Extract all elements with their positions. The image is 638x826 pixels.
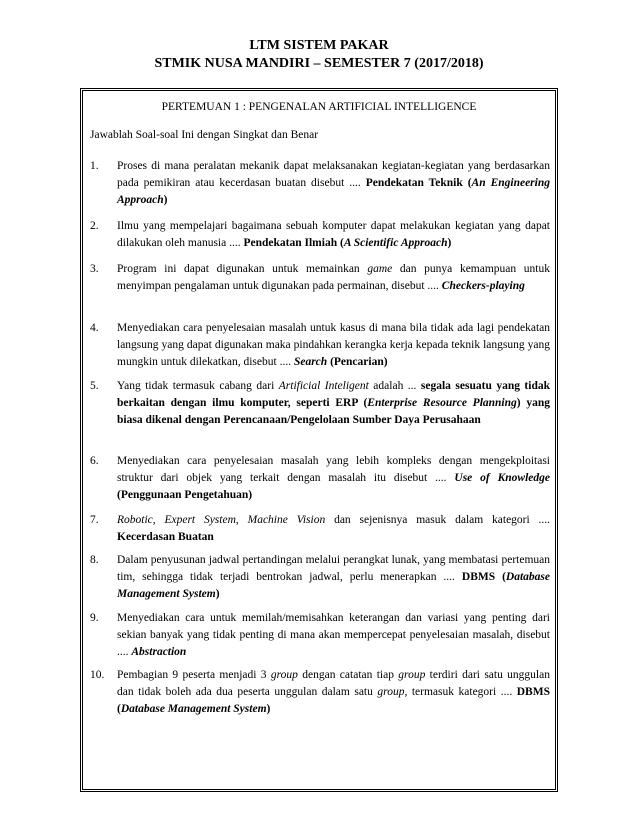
question-text-segment: ) [163,193,168,206]
question-text-segment: Ilmu yang mempelajari bagaimana sebuah komputer dapat melakukan kegiatan yang dapat dilakukan oleh manusia .... [117,220,550,249]
question-text-segment: Robotic, Expert System [117,514,236,526]
question-item [90,552,550,602]
question-text-segment: Yang tidak termasuk cabang dari [117,380,279,392]
section-heading: PERTEMUAN 1 : PENGENALAN ARTIFICIAL INTELLIGENCE [161,101,477,113]
question-item [90,378,550,428]
question-text-segment: Abstraction [131,645,187,658]
question-text-segment: Pendekatan Teknik ( [365,176,472,189]
question-text-segment: , termasuk kategori .... [404,685,517,698]
question-text [117,218,550,252]
question-text-segment: A Scientific Approach [343,236,448,249]
question-text-segment: group [377,685,405,698]
question-number: 8. [90,554,99,566]
question-text-segment: Kecerdasan Buatan [117,530,214,543]
question-text-segment: group [270,669,298,681]
question-text-segment: Checkers-playing [441,279,525,292]
question-text-segment: ) [215,587,220,600]
question-text-segment: adalah ... [368,380,421,392]
question-text-segment: Database Management System [117,570,550,600]
question-text-segment: Program ini dapat digunakan untuk memainkan [117,263,368,275]
question-text-segment: Search [293,355,328,368]
question-number: 6. [90,455,99,467]
question-text-segment: ) [266,702,271,715]
question-text [117,610,550,660]
question-text [117,667,550,717]
document-subtitle: STMIK NUSA MANDIRI – SEMESTER 7 (2017/2018) [154,56,484,71]
question-item [90,667,550,717]
question-text-segment: Pendekatan Ilmiah ( [243,236,344,249]
question-text-segment: Database Management System [120,702,267,715]
question-item [90,158,550,208]
question-text-segment: Machine Vision [247,514,326,526]
question-number: 4. [90,322,99,334]
question-item [90,453,550,503]
question-text [117,453,550,503]
question-text-segment: game [367,263,393,275]
question-text-segment: group [398,669,426,681]
question-item [90,261,550,295]
question-text-segment: dengan catatan tiap [297,669,399,681]
question-text-segment: DBMS ( [117,685,550,715]
question-text-segment: dan sejenisnya masuk dalam kategori .... [325,514,551,526]
instruction-text: Jawablah Soal-soal Ini dengan Singkat dan Benar [90,129,319,141]
question-text [117,261,550,295]
question-text-segment: Pembagian 9 peserta menjadi 3 [117,669,271,681]
question-text [117,512,550,546]
question-text-segment: ) yang biasa dikenal dengan Perencanaan/Pengelolaan Sumber Daya Perusahaan [117,396,550,426]
question-number: 3. [90,263,99,275]
question-item [90,320,550,370]
question-text-segment: Enterprise Resource Planning [367,396,517,409]
question-text-segment: terdiri dari satu unggulan dan tidak boleh ada dua peserta unggulan dalam satu [117,669,550,698]
question-number: 1. [90,160,99,172]
question-number: 2. [90,220,99,232]
question-text [117,378,550,428]
question-box [80,88,558,792]
question-text-segment: Menyediakan cara penyelesaian masalah yang lebih kompleks dengan mengekploitasi struktur dari objek yang terkait dengan masalah itu disebut .... [117,455,550,484]
question-text-segment: (Penggunaan Pengetahuan) [117,488,253,501]
question-text-segment: , [235,514,248,526]
question-text-segment: An Engineering Approach [117,176,550,206]
question-text-segment: DBMS ( [461,570,506,583]
question-number: 7. [90,514,99,526]
question-text-segment: Use of Knowledge [454,471,550,484]
question-item [90,512,550,546]
question-text-segment: Artificial Inteligent [278,380,369,392]
question-item [90,610,550,660]
question-number: 5. [90,380,99,392]
question-text-segment: dan punya kemampuan untuk menyimpan pengalaman untuk digunakan pada permainan, disebut .... [117,263,550,292]
question-number: 10. [90,669,105,681]
question-text-segment: Dalam penyusunan jadwal pertandingan melalui perangkat lunak, yang membatasi pertemuan tim, sehingga tidak terjadi bentrokan jadwal, perlu menerapkan .... [117,554,550,583]
question-text-segment: Menyediakan cara untuk memilah/memisahkan keterangan dan variasi yang penting dari sekian banyak yang tidak penting di mana akan mempercepat penyelesaian masalah, disebut .... [117,612,550,658]
question-text [117,158,550,208]
question-number: 9. [90,612,99,624]
question-text-segment: (Pencarian) [327,355,388,368]
question-text-segment: segala sesuatu yang tidak berkaitan dengan ilmu komputer, seperti ERP ( [117,380,551,409]
document-title: LTM SISTEM PAKAR [249,38,389,53]
question-item [90,218,550,252]
question-text-segment: Proses di mana peralatan mekanik dapat melaksanakan kegiatan-kegiatan yang berdasarkan pada pemikiran atau kecerdasan buatan disebut .... [117,160,550,189]
question-text [117,552,550,602]
question-text-segment: ) [447,236,452,249]
question-text-segment: Menyediakan cara penyelesaian masalah untuk kasus di mana bila tidak ada lagi pendekatan langsung yang dapat digunakan maka pindahkan kerangka kerja kepada teknik langsung yang mungkin untuk dilekatkan, disebut .... [117,322,550,368]
question-text [117,320,550,370]
